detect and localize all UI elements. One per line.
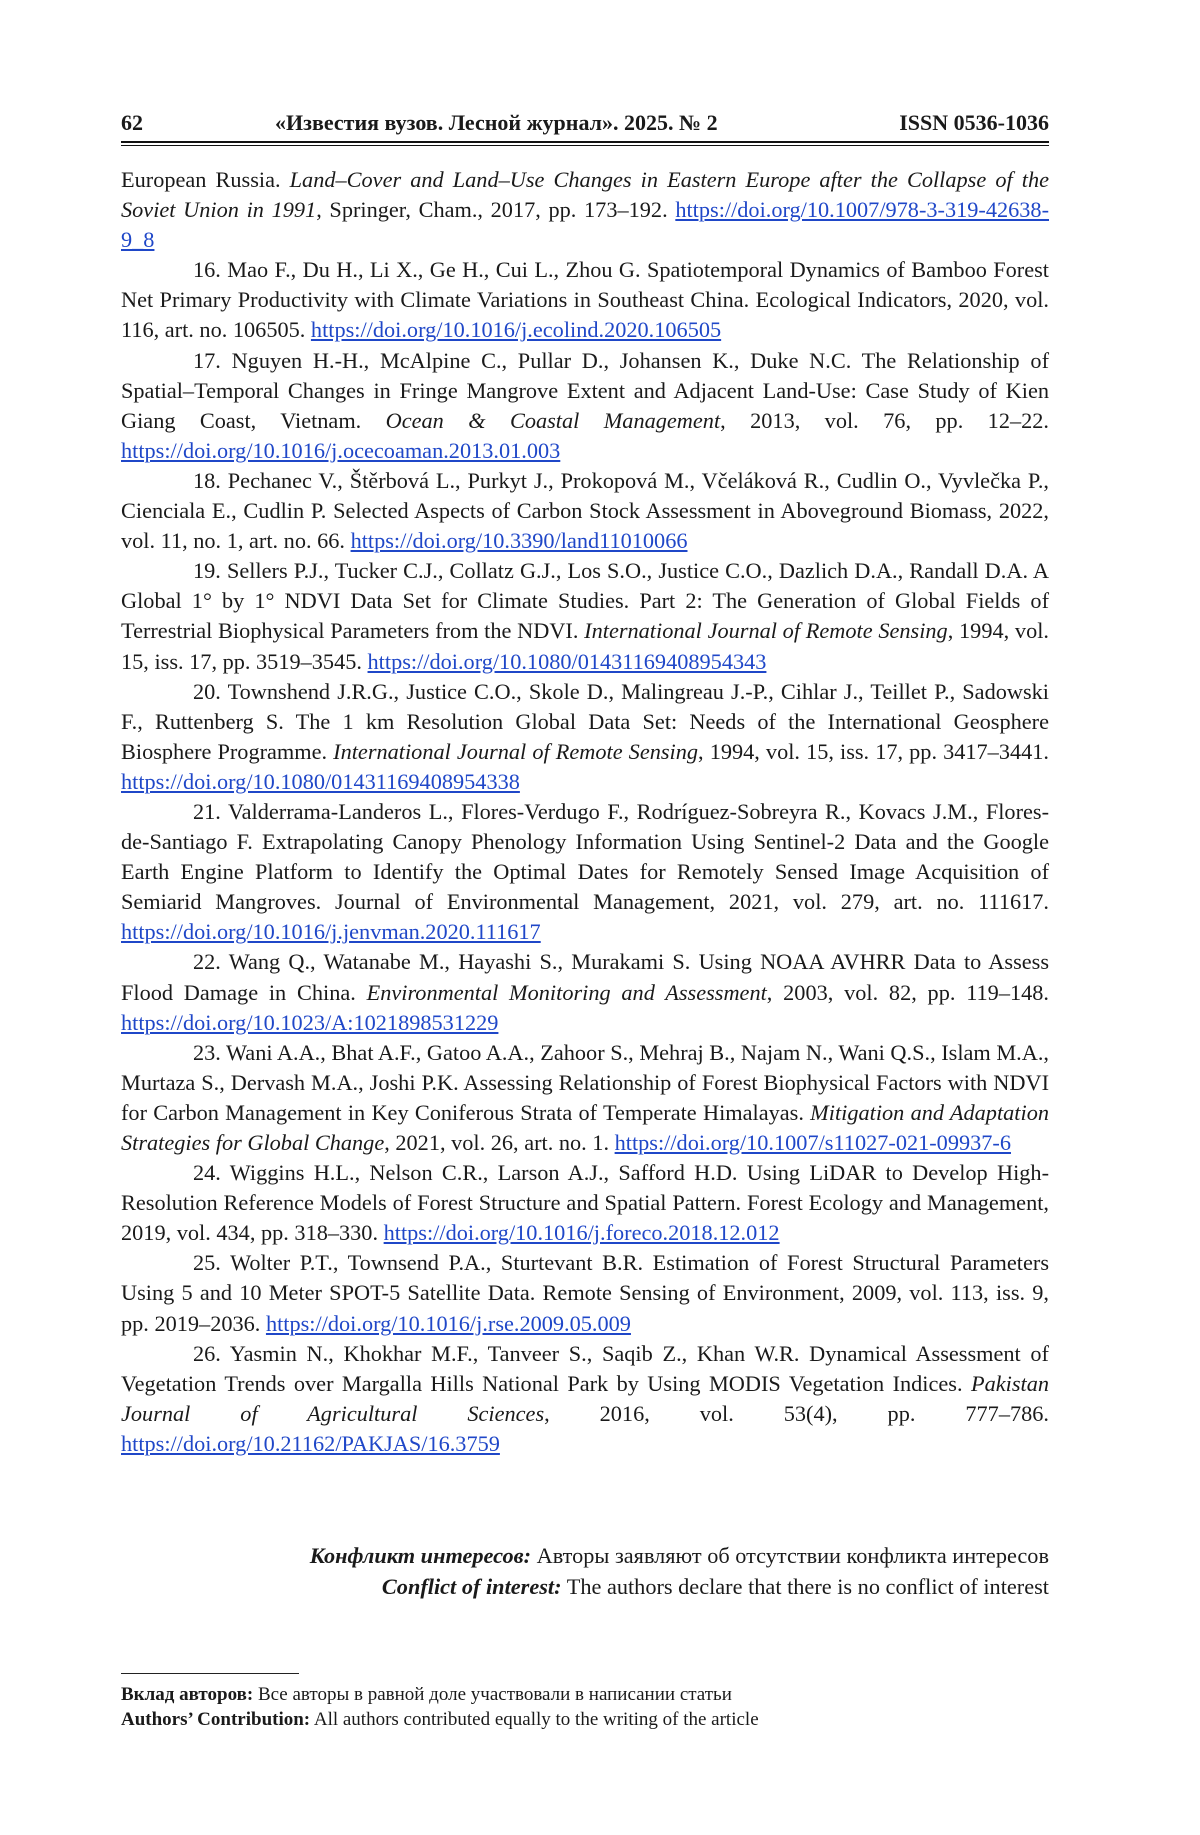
header-rule-top (121, 141, 1049, 143)
footnote-ru-text: Все авторы в равной доле участвовали в написании статьи (253, 1684, 732, 1705)
doi-link[interactable]: https://doi.org/10.3390/land11010066 (351, 528, 688, 553)
reference-details: , Springer, Cham., 2017, pp. 173–192. (316, 197, 667, 222)
reference-text: 25. Wolter P.T., Townsend P.A., Sturtevant B.R. Estimation of Forest Structural Parameters Using 5 and 10 Meter SPOT-5 Satellite Data. Remote Sensing of Environment, 2009, vol. 113, iss. 9, pp. 2019–2036. (121, 1250, 1049, 1335)
doi-link[interactable]: https://doi.org/10.21162/PAKJAS/16.3759 (121, 1431, 500, 1456)
reference-details: , 2021, vol. 26, art. no. 1. (384, 1130, 609, 1155)
reference-item (121, 1158, 1049, 1248)
doi-link[interactable]: https://doi.org/10.1016/j.ecolind.2020.106505 (311, 317, 721, 342)
header-rule-bottom (121, 145, 1049, 146)
conflict-en (121, 1572, 1049, 1602)
reference-text: 22. Wang Q., Watanabe M., Hayashi S., Murakami S. Using NOAA AVHRR Data to Assess Flood Damage in China. (121, 949, 1049, 1004)
reference-details: , 2003, vol. 82, pp. 119–148. (767, 980, 1049, 1005)
references (121, 255, 1049, 1459)
doi-link[interactable]: https://doi.org/10.1023/A:1021898531229 (121, 1010, 498, 1035)
footnote-ru-label: Вклад авторов: (121, 1684, 253, 1705)
footnote-rule (121, 1673, 299, 1674)
reference-item (121, 255, 1049, 345)
doi-link[interactable]: https://doi.org/10.1016/j.rse.2009.05.009 (266, 1311, 631, 1336)
conflict-en-text: The authors declare that there is no conflict of interest (562, 1574, 1049, 1599)
reference-item (121, 1339, 1049, 1459)
reference-text: 24. Wiggins H.L., Nelson C.R., Larson A.J., Safford H.D. Using LiDAR to Develop High-Resolution Reference Models of Forest Structure and Spatial Pattern. Forest Ecology and Management, 2019, vol. 434, pp. 318–330. (121, 1160, 1049, 1245)
reference-text: 16. Mao F., Du H., Li X., Ge H., Cui L., Zhou G. Spatiotemporal Dynamics of Bamboo Forest Net Primary Productivity with Climate Variations in Southeast China. Ecological Indicators, 2020, vol. 116, art. no. 106505. (121, 257, 1049, 342)
reference-details: , 1994, vol. 15, iss. 17, pp. 3519–3545. (121, 618, 1049, 673)
reference-item (121, 346, 1049, 466)
doi-link[interactable]: https://doi.org/10.1080/01431169408954338 (121, 769, 520, 794)
doi-link[interactable]: https://doi.org/10.1007/s11027-021-09937-6 (615, 1130, 1011, 1155)
reference-text: 21. Valderrama-Landeros L., Flores-Verdugo F., Rodríguez-Sobreyra R., Kovacs J.M., Flores-de-Santiago F. Extrapolating Canopy Phenology Information Using Sentinel-2 Data and the Google Earth Engine Platform to Identify the Optimal Dates for Remotely Sensed Image Acquisition of Semiarid Mangroves. Journal of Environmental Management, 2021, vol. 279, art. no. 111617. (121, 799, 1049, 914)
reference-item (121, 797, 1049, 947)
conflict-ru-text: Авторы заявляют об отсутствии конфликта интересов (531, 1543, 1049, 1568)
reference-item (121, 556, 1049, 676)
reference-text: 23. Wani A.A., Bhat A.F., Gatoo A.A., Zahoor S., Mehraj B., Najam N., Wani Q.S., Islam M.A., Murtaza S., Dervash M.A., Joshi P.K. Assessing Relationship of Forest Biophysical Factors with NDVI for Carbon Management in Key Coniferous Strata of Temperate Himalayas. (121, 1040, 1049, 1125)
reference-item (121, 1038, 1049, 1158)
reference-text: European Russia. (121, 167, 290, 192)
doi-link[interactable]: https://doi.org/10.1016/j.ocecoaman.2013.01.003 (121, 438, 560, 463)
reference-source: Environmental Monitoring and Assessment (367, 980, 767, 1005)
reference-text: 18. Pechanec V., Štěrbová L., Purkyt J., Prokopová M., Včeláková R., Cudlin O., Vyvlečka P., Cienciala E., Cudlin P. Selected Aspects of Carbon Stock Assessment in Aboveground Biomass, 2022, vol. 11, no. 1, art. no. 66. (121, 468, 1049, 553)
doi-link[interactable]: https://doi.org/10.1016/j.foreco.2018.12.012 (384, 1220, 780, 1245)
issn: ISSN 0536-1036 (899, 110, 1049, 136)
page (0, 0, 1200, 1835)
reference-details: , 2013, vol. 76, pp. 12–22. (720, 408, 1049, 433)
reference-source: Mitigation and Adaptation Strategies for Global Change (121, 1100, 1049, 1155)
reference-item (121, 947, 1049, 1037)
reference-text: 26. Yasmin N., Khokhar M.F., Tanveer S., Saqib Z., Khan W.R. Dynamical Assessment of Vegetation Trends over Margalla Hills National Park by Using MODIS Vegetation Indices. (121, 1341, 1049, 1396)
reference-source: International Journal of Remote Sensing (584, 618, 948, 643)
reference-source: Ocean & Coastal Management (386, 408, 721, 433)
reference-item (121, 1248, 1049, 1338)
reference-continuation (121, 165, 1049, 255)
footnote-ru (121, 1683, 1049, 1707)
reference-text: 17. Nguyen H.-H., McAlpine C., Pullar D., Johansen K., Duke N.C. The Relationship of Spatial–Temporal Changes in Fringe Mangrove Extent and Adjacent Land-Use: Case Study of Kien Giang Coast, Vietnam. (121, 348, 1049, 433)
reference-source: International Journal of Remote Sensing (333, 739, 698, 764)
conflict-ru-label: Конфликт интересов: (310, 1543, 531, 1568)
doi-link[interactable]: https://doi.org/10.1007/978-3-319-42638-9_8 (121, 197, 1049, 252)
footnote-en-label: Authors’ Contribution: (121, 1709, 310, 1730)
footnote-en (121, 1708, 1049, 1732)
running-header (121, 106, 1049, 140)
reference-source: Pakistan Journal of Agricultural Sciences (121, 1371, 1049, 1426)
reference-details: , 1994, vol. 15, iss. 17, pp. 3417–3441. (698, 739, 1049, 764)
reference-text: 20. Townshend J.R.G., Justice C.O., Skole D., Malingreau J.-P., Cihlar J., Teillet P., Sadowski F., Ruttenberg S. The 1 km Resolution Global Data Set: Needs of the International Geosphere Biosphere Programme. (121, 679, 1049, 764)
reference-item (121, 466, 1049, 556)
journal-title: «Известия вузов. Лесной журнал». 2025. № 2 (275, 110, 718, 136)
reference-details: , 2016, vol. 53(4), pp. 777–786. (544, 1401, 1049, 1426)
conflict-ru (121, 1541, 1049, 1571)
reference-text: 19. Sellers P.J., Tucker C.J., Collatz G.J., Los S.O., Justice C.O., Dazlich D.A., Randall D.A. A Global 1° by 1° NDVI Data Set for Climate Studies. Part 2: The Generation of Global Fields of Terrestrial Biophysical Parameters from the NDVI. (121, 558, 1049, 643)
doi-link[interactable]: https://doi.org/10.1016/j.jenvman.2020.111617 (121, 919, 541, 944)
reference-item (121, 677, 1049, 797)
footnote-en-text: All authors contributed equally to the writing of the article (310, 1709, 759, 1730)
conflict-en-label: Conflict of interest: (382, 1574, 562, 1599)
reference-source: Land–Cover and Land–Use Changes in Eastern Europe after the Collapse of the Soviet Union in 1991 (121, 167, 1049, 222)
reference-list (121, 165, 1049, 1459)
page-number: 62 (121, 110, 143, 136)
doi-link[interactable]: https://doi.org/10.1080/01431169408954343 (368, 649, 767, 674)
